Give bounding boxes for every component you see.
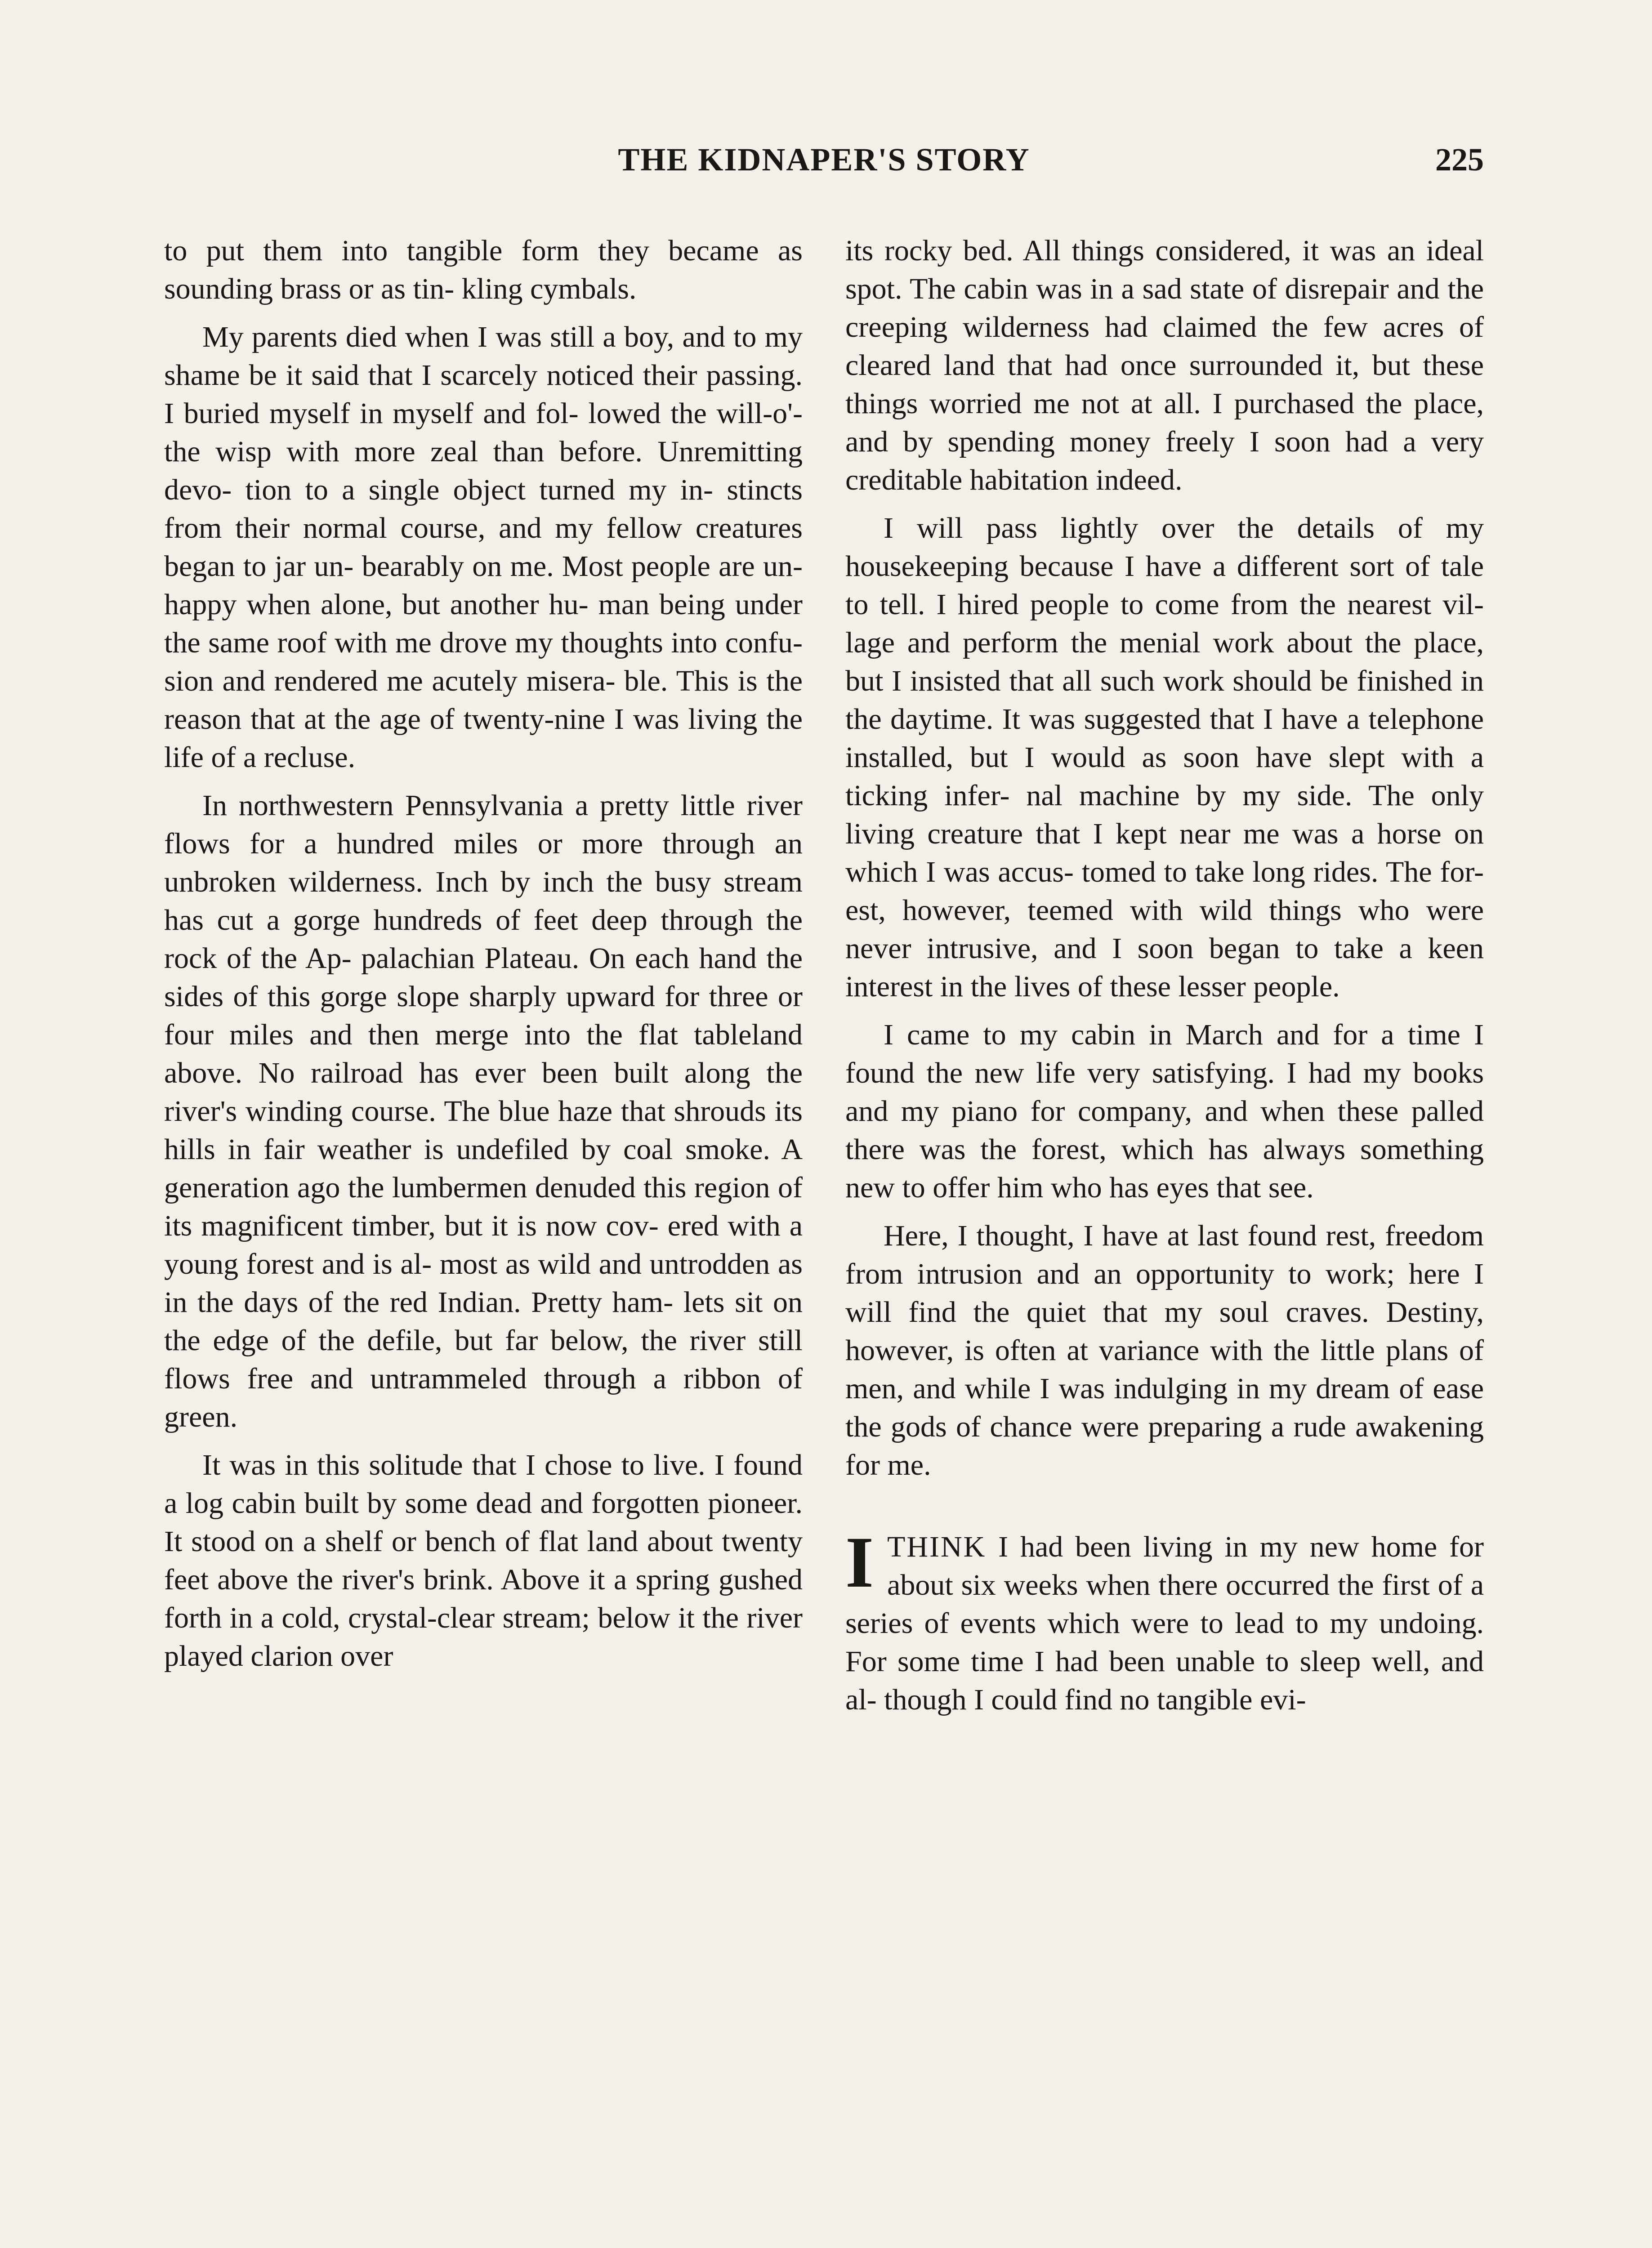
lead-in-caps: THINK <box>887 1530 987 1563</box>
paragraph: Here, I thought, I have at last found rest, freedom from intrusion and an opportunity to work; here I will find the quiet that my soul craves. Destiny, however, is often at variance with the little plans of men, and while I was indulging in my dream of ease the gods of chance were preparing a rude awakening for me. <box>845 1219 1484 1481</box>
paragraph: to put them into tangible form they became as sounding brass or as tin- kling cymbals. <box>164 234 803 305</box>
paragraph: It was in this solitude that I chose to live. I found a log cabin built by some dead and forgotten pioneer. It stood on a shelf or bench of flat land about twenty feet above the river's brink. Above it a spring gushed forth in a cold, crystal-clear stream; below it the river played clarion over <box>164 1449 803 1673</box>
paragraph: I will pass lightly over the details of my housekeeping because I have a different sort of tale to tell. I hired people to come from the nearest vil- lage and perform the menial work about the place, but I insisted that all such work should be finished in the daytime. It was suggested that I have a telephone installed, but I would as soon have slept with a ticking infer- nal machine by my side. The only living creature that I kept near me was a horse on which I was accus- tomed to take long rides. The for- est, however, teemed with wild things who were never intrusive, and I soon began to take a keen interest in the lives of these lesser people. <box>845 512 1484 1003</box>
left-column <box>164 232 803 1685</box>
paragraph: its rocky bed. All things considered, it was an ideal spot. The cabin was in a sad state of disrepair and the creeping wilderness had claimed the few acres of cleared land that had once surrounded it, but these things worried me not at all. I purchased the place, and by spending money freely I soon had a very creditable habitation indeed. <box>845 234 1484 496</box>
section-break <box>845 1494 1484 1528</box>
paragraph-text: I had been living in my new home for about six weeks when there occurred the first of a series of events which were to lead to my undoing. For some time I had been unable to sleep well, and al- though I could find no tangible evi- <box>845 1530 1484 1716</box>
paragraph: In northwestern Pennsylvania a pretty little river flows for a hundred miles or more through an unbroken wilderness. Inch by inch the busy stream has cut a gorge hundreds of feet deep through the rock of the Ap- palachian Plateau. On each hand the sides of this gorge slope sharply upward for three or four miles and then merge into the flat tableland above. No railroad has ever been built along the river's winding course. The blue haze that shrouds its hills in fair weather is undefiled by coal smoke. A generation ago the lumbermen denuded this region of its magnificent timber, but it is now cov- ered with a young forest and is al- most as wild and untrodden as in the days of the red Indian. Pretty ham- lets sit on the edge of the defile, but far below, the river still flows free and untrammeled through a ribbon of green. <box>164 789 803 1433</box>
section-opening-paragraph <box>845 1522 1484 1719</box>
paragraph: My parents died when I was still a boy, and to my shame be it said that I scarcely noticed their passing. I buried myself in myself and fol- lowed the will-o'-the wisp with more zeal than before. Unremitting devo- tion to a single object turned my in- stincts from their normal course, and my fellow creatures began to jar un- bearably on me. Most people are un- happy when alone, but another hu- man being under the same roof with me drove my thoughts into confu- sion and rendered me acutely misera- ble. This is the reason that at the age of twenty-nine I was living the life of a recluse. <box>164 321 803 774</box>
paragraph: I came to my cabin in March and for a time I found the new life very satisfying. I had my books and my piano for company, and when these palled there was the forest, which has always something new to offer him who has eyes that see. <box>845 1018 1484 1204</box>
running-head <box>164 135 1484 184</box>
drop-cap: I <box>845 1522 874 1603</box>
page-number: 225 <box>1435 142 1484 178</box>
running-title: THE KIDNAPER'S STORY <box>618 142 1030 178</box>
right-column <box>845 232 1484 1729</box>
